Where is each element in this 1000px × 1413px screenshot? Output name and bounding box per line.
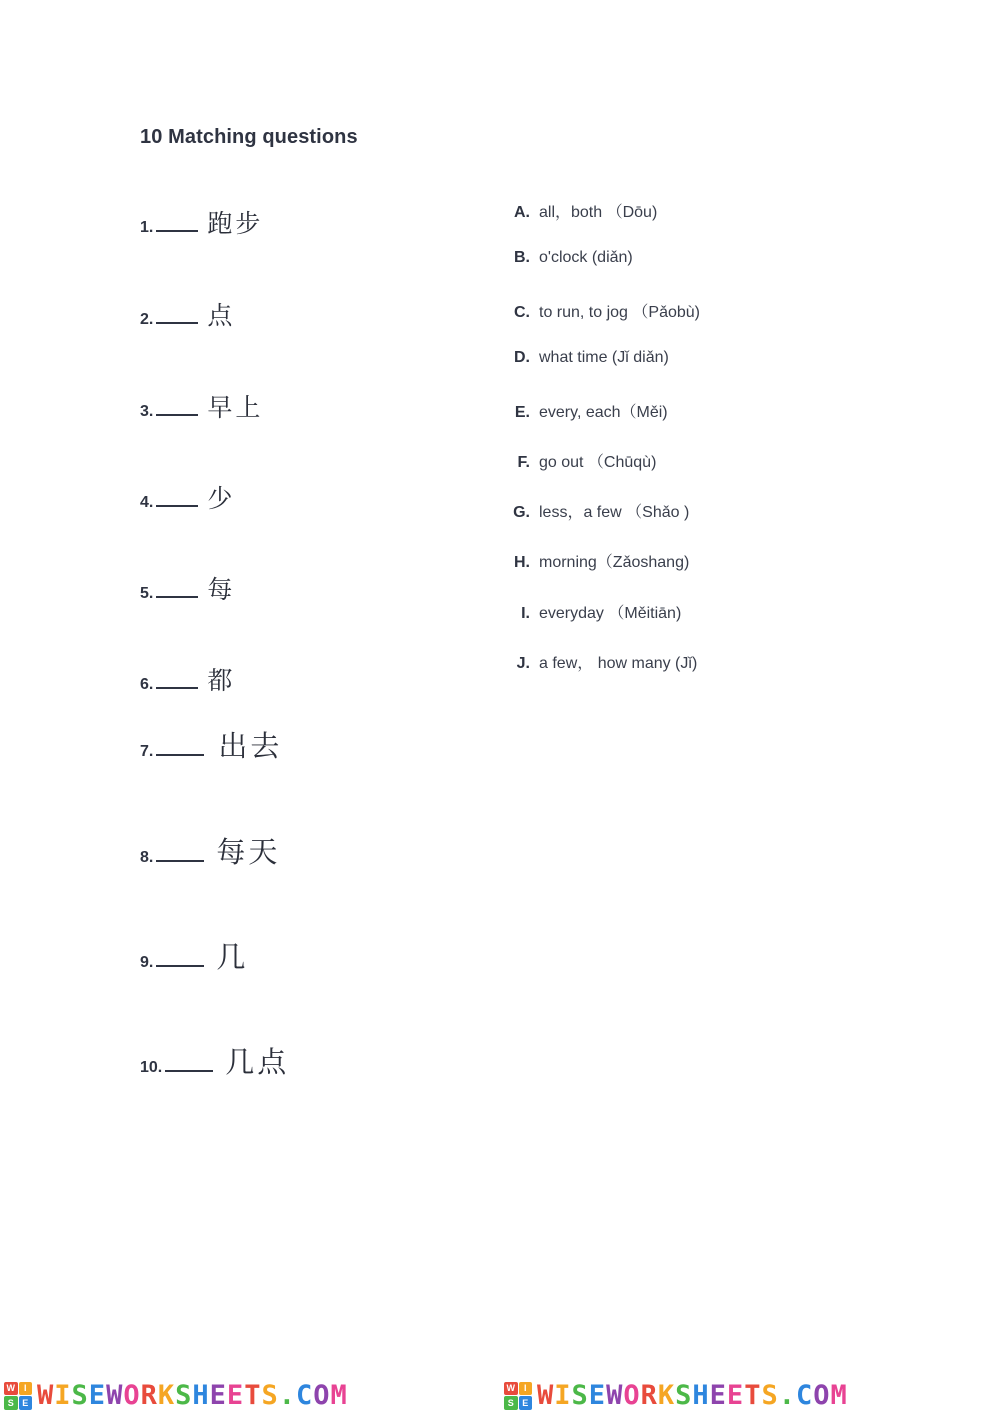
- option-e[interactable]: [508, 399, 768, 422]
- question-7: [140, 724, 282, 765]
- brand-char: O: [313, 1380, 331, 1411]
- question-text: 每: [207, 575, 236, 604]
- option-text: go out （Chūqù): [539, 454, 657, 471]
- question-number: 7.: [140, 743, 154, 760]
- brand-char: W: [606, 1380, 624, 1411]
- brand-char: M: [330, 1380, 348, 1411]
- logo-letter: S: [4, 1396, 18, 1410]
- brand-char: W: [537, 1380, 555, 1411]
- option-letter: F.: [517, 454, 530, 471]
- logo-letter: I: [19, 1382, 33, 1396]
- option-text: what time (Jǐ diǎn): [539, 349, 669, 366]
- question-3: [140, 388, 263, 424]
- option-letter: H.: [514, 554, 530, 571]
- brand-char: O: [623, 1380, 641, 1411]
- question-text: 少: [207, 484, 236, 513]
- question-6: [140, 661, 235, 697]
- question-5: [140, 570, 235, 606]
- brand-text: [537, 1380, 848, 1411]
- question-10: [140, 1040, 289, 1081]
- option-text: less，a few （Shǎo ): [539, 504, 690, 521]
- logo-letter: I: [519, 1382, 533, 1396]
- option-text: o'clock (diǎn): [539, 249, 633, 266]
- brand-char: E: [726, 1380, 745, 1411]
- question-text: 跑步: [207, 209, 264, 238]
- brand-char: .: [778, 1380, 796, 1411]
- question-number: 9.: [140, 954, 154, 971]
- option-letter: D.: [514, 349, 530, 366]
- option-text: every, each（Měi): [539, 404, 668, 421]
- brand-char: T: [244, 1380, 262, 1411]
- question-number: 1.: [140, 219, 154, 236]
- option-letter: G.: [513, 504, 530, 521]
- brand-char: S: [761, 1380, 779, 1411]
- brand-char: C: [795, 1380, 814, 1411]
- brand-char: T: [744, 1380, 762, 1411]
- brand-char: E: [209, 1380, 227, 1411]
- answer-blank[interactable]: [156, 859, 204, 862]
- brand-char: H: [192, 1380, 210, 1411]
- answer-blank[interactable]: [156, 504, 198, 507]
- logo-letter: S: [504, 1396, 518, 1410]
- brand-char: C: [295, 1380, 314, 1411]
- brand-watermark: [500, 1380, 1000, 1411]
- brand-char: S: [71, 1380, 89, 1411]
- brand-char: S: [675, 1380, 693, 1411]
- option-text: morning（Zǎoshang): [539, 554, 690, 571]
- option-text: a few， how many (Jǐ): [539, 655, 698, 672]
- question-2: [140, 296, 235, 332]
- brand-char: O: [813, 1380, 831, 1411]
- brand-char: W: [106, 1380, 124, 1411]
- question-text: 早上: [207, 393, 264, 422]
- brand-char: S: [261, 1380, 279, 1411]
- answer-blank[interactable]: [165, 1069, 213, 1072]
- option-i[interactable]: [508, 600, 768, 623]
- option-g[interactable]: [508, 499, 768, 522]
- brand-char: E: [588, 1380, 607, 1411]
- question-number: 10.: [140, 1059, 163, 1076]
- option-letter: B.: [514, 249, 530, 266]
- question-text: 都: [207, 666, 236, 695]
- brand-char: .: [278, 1380, 296, 1411]
- question-text: 几: [216, 940, 249, 974]
- answer-blank[interactable]: [156, 686, 198, 689]
- brand-text: [37, 1380, 348, 1411]
- option-letter: A.: [514, 204, 530, 221]
- question-1: [140, 204, 263, 240]
- answer-blank[interactable]: [156, 413, 198, 416]
- brand-char: M: [830, 1380, 848, 1411]
- answer-blank[interactable]: [156, 753, 204, 756]
- option-text: everyday （Měitiān): [539, 605, 682, 622]
- option-text: all，both （Dōu): [539, 204, 658, 221]
- option-letter: C.: [514, 304, 530, 321]
- brand-char: E: [709, 1380, 727, 1411]
- answer-blank[interactable]: [156, 595, 198, 598]
- question-number: 6.: [140, 676, 154, 693]
- question-number: 2.: [140, 311, 154, 328]
- question-text: 点: [207, 301, 236, 330]
- logo-letter: W: [504, 1382, 518, 1396]
- question-number: 8.: [140, 849, 154, 866]
- brand-char: S: [175, 1380, 193, 1411]
- option-a[interactable]: [508, 199, 768, 222]
- option-c[interactable]: [508, 299, 768, 322]
- brand-char: E: [226, 1380, 245, 1411]
- option-letter: I.: [521, 605, 530, 622]
- brand-logo-icon: [504, 1382, 532, 1410]
- footer-watermark: [0, 1378, 1000, 1413]
- question-number: 3.: [140, 403, 154, 420]
- answer-blank[interactable]: [156, 964, 204, 967]
- brand-char: S: [571, 1380, 589, 1411]
- answer-blank[interactable]: [156, 321, 198, 324]
- question-text: 几点: [225, 1045, 290, 1079]
- option-text: to run, to jog （Pǎobù): [539, 304, 700, 321]
- logo-letter: W: [4, 1382, 18, 1396]
- question-8: [140, 830, 280, 871]
- option-letter: J.: [516, 655, 530, 672]
- brand-char: W: [37, 1380, 55, 1411]
- brand-char: I: [554, 1380, 572, 1411]
- worksheet-title: 10 Matching questions: [140, 126, 358, 148]
- answer-blank[interactable]: [156, 229, 198, 232]
- option-letter: E.: [514, 404, 530, 421]
- question-number: 5.: [140, 585, 154, 602]
- question-number: 4.: [140, 494, 154, 511]
- option-f[interactable]: [508, 449, 768, 472]
- brand-char: O: [123, 1380, 141, 1411]
- brand-char: H: [692, 1380, 710, 1411]
- option-b[interactable]: [508, 249, 768, 267]
- logo-letter: E: [19, 1396, 33, 1410]
- brand-logo-icon: [4, 1382, 32, 1410]
- question-4: [140, 479, 235, 515]
- brand-char: R: [640, 1380, 658, 1411]
- brand-char: K: [657, 1380, 676, 1411]
- question-text: 每天: [216, 835, 281, 869]
- brand-char: R: [140, 1380, 158, 1411]
- option-h[interactable]: [508, 549, 768, 572]
- logo-letter: E: [519, 1396, 533, 1410]
- brand-char: E: [88, 1380, 107, 1411]
- brand-watermark: [0, 1380, 500, 1411]
- option-j[interactable]: [508, 650, 768, 673]
- question-text: 出去: [218, 729, 283, 763]
- option-d[interactable]: [508, 349, 768, 367]
- brand-char: I: [54, 1380, 72, 1411]
- question-9: [140, 935, 248, 976]
- brand-char: K: [157, 1380, 176, 1411]
